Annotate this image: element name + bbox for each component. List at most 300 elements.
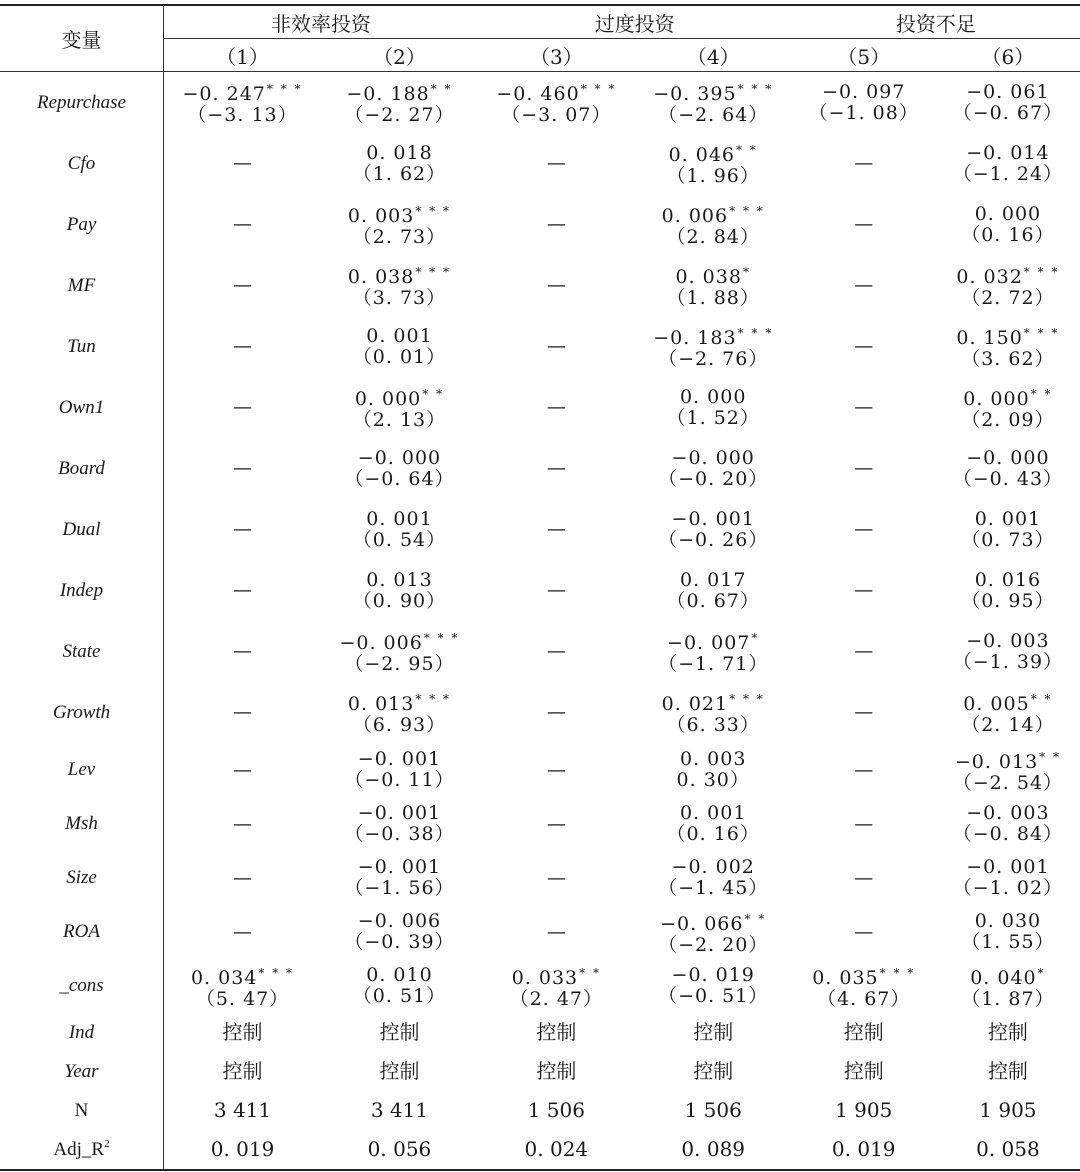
- variable-label: Size: [0, 851, 164, 905]
- coefficient: −0. 183: [653, 327, 737, 349]
- group-header-over-investment: 过度投资: [478, 5, 792, 39]
- table-cell: [936, 255, 1080, 316]
- coefficient-line: [792, 963, 936, 989]
- table-cell: [321, 851, 478, 905]
- coefficient-line: [936, 323, 1080, 349]
- significance-stars: * * *: [258, 965, 295, 980]
- t-statistic: （−0. 26）: [658, 528, 769, 551]
- column-header-5: （5）: [792, 39, 936, 72]
- t-statistic: （−2. 95）: [344, 653, 455, 675]
- table-cell: [635, 377, 792, 438]
- table-row: [0, 905, 1080, 959]
- t-statistic: （6. 33）: [666, 714, 760, 736]
- significance-stars: *: [1037, 965, 1046, 980]
- coefficient-line: [321, 509, 478, 530]
- significance-stars: * * *: [729, 692, 765, 706]
- table-cell: [936, 621, 1080, 682]
- significance-stars: * * *: [415, 204, 451, 218]
- column-header-1: （1）: [164, 39, 322, 72]
- table-cell: [792, 194, 936, 255]
- table-cell: [635, 438, 792, 499]
- control-flag: 控制: [379, 1058, 420, 1083]
- table-cell: [635, 499, 792, 560]
- table-cell: [792, 1052, 936, 1091]
- variable-label: Tun: [0, 316, 164, 377]
- coefficient: 0. 005: [963, 693, 1030, 715]
- significance-stars: * * *: [415, 692, 451, 706]
- coefficient: 0. 000: [680, 385, 747, 408]
- table-cell: [321, 621, 478, 682]
- coefficient: 0. 001: [680, 802, 747, 824]
- coefficient: −0. 000: [671, 446, 755, 469]
- t-statistic: 0. 30）: [676, 769, 750, 791]
- table-cell: [164, 194, 322, 255]
- empty-dash: —: [233, 335, 253, 357]
- t-statistic: （1. 87）: [961, 987, 1055, 1010]
- t-statistic: （−1. 71）: [658, 653, 769, 675]
- table-cell: [164, 316, 322, 377]
- coefficient: −0. 000: [966, 446, 1050, 469]
- coefficient: −0. 188: [346, 83, 430, 105]
- t-statistic: （2. 13）: [352, 409, 447, 431]
- table-cell: [936, 194, 1080, 255]
- table-cell: [164, 682, 322, 743]
- coefficient: −0. 007: [667, 632, 751, 654]
- table-row: [0, 797, 1080, 851]
- variable-label: ROA: [0, 905, 164, 959]
- table-row: [0, 959, 1080, 1013]
- significance-stars: * *: [1039, 749, 1061, 764]
- coefficient: −0. 014: [966, 141, 1050, 164]
- coefficient-line: [321, 628, 478, 654]
- table-cell: [792, 377, 936, 438]
- t-statistic: （−0. 67）: [952, 101, 1064, 124]
- table-cell: [321, 682, 478, 743]
- table-cell: [478, 499, 635, 560]
- coefficient: −0. 395: [653, 83, 737, 105]
- coefficient-line: [321, 857, 478, 878]
- t-statistic: （−2. 76）: [658, 348, 769, 370]
- empty-dash: —: [546, 335, 566, 357]
- t-statistic: （4. 67）: [817, 987, 911, 1010]
- coefficient: −0. 001: [966, 856, 1050, 878]
- coefficient-line: [936, 631, 1080, 652]
- coefficient-line: [936, 509, 1080, 530]
- t-statistic: （0. 51）: [352, 985, 447, 1007]
- empty-dash: —: [233, 213, 253, 235]
- t-statistic: （0. 54）: [352, 528, 447, 551]
- control-flag: 控制: [222, 1058, 263, 1083]
- coefficient-line: [321, 803, 478, 824]
- observation-count: 1 905: [835, 1097, 893, 1122]
- t-statistic: （−0. 38）: [344, 823, 455, 845]
- table-cell: [936, 72, 1080, 134]
- significance-stars: * *: [744, 911, 767, 926]
- empty-dash: —: [854, 518, 874, 540]
- table-cell: [478, 255, 635, 316]
- empty-dash: —: [233, 640, 253, 662]
- coefficient-line: [321, 201, 478, 227]
- coefficient: 0. 046: [668, 144, 736, 166]
- table-cell: [478, 1013, 635, 1052]
- coefficient: 0. 035: [812, 966, 879, 989]
- table-cell: [478, 851, 635, 905]
- t-statistic: （−2. 20）: [658, 933, 769, 956]
- empty-dash: —: [233, 396, 253, 418]
- column-header-6: （6）: [936, 39, 1080, 72]
- table-row: [0, 438, 1080, 499]
- empty-dash: —: [233, 812, 253, 835]
- table-cell: [635, 194, 792, 255]
- table-cell: [792, 905, 936, 959]
- table-row: [0, 499, 1080, 560]
- adj-r2-value: 0. 019: [210, 1136, 275, 1161]
- coefficient: 0. 003: [680, 748, 747, 770]
- t-statistic: （−1. 45）: [658, 877, 769, 899]
- coefficient: 0. 003: [347, 205, 415, 227]
- coefficient: −0. 001: [357, 802, 442, 824]
- coefficient-line: [164, 79, 321, 105]
- coefficient: −0. 006: [339, 632, 423, 654]
- observation-count: 1 506: [527, 1097, 585, 1122]
- control-row: [0, 1013, 1080, 1052]
- coefficient: −0. 003: [966, 629, 1050, 652]
- significance-stars: * * *: [737, 82, 774, 96]
- empty-dash: —: [546, 812, 566, 835]
- coefficient-line: [321, 570, 478, 591]
- coefficient: 0. 018: [366, 141, 433, 164]
- table-cell: [936, 1091, 1080, 1130]
- t-statistic: （0. 01）: [352, 345, 447, 368]
- t-statistic: （−1. 56）: [344, 877, 455, 899]
- coefficient: −0. 013: [954, 750, 1039, 773]
- empty-dash: —: [233, 152, 253, 174]
- table-cell: [936, 1052, 1080, 1091]
- t-statistic: （−1. 02）: [952, 877, 1064, 899]
- t-statistic: （1. 62）: [352, 162, 447, 185]
- control-flag: 控制: [536, 1019, 577, 1044]
- empty-dash: —: [546, 701, 566, 723]
- group-header-row: [0, 5, 1080, 39]
- table-cell: [936, 797, 1080, 851]
- table-cell: [321, 377, 478, 438]
- coefficient-line: [635, 79, 792, 105]
- coefficient: −0. 002: [671, 856, 755, 878]
- t-statistic: （1. 96）: [666, 165, 760, 187]
- coefficient-line: [936, 262, 1080, 288]
- coefficient: −0. 006: [357, 910, 442, 932]
- coefficient: −0. 097: [822, 80, 906, 103]
- control-flag: 控制: [987, 1019, 1028, 1044]
- adj-r2-value: 0. 024: [524, 1136, 589, 1161]
- empty-dash: —: [233, 866, 253, 889]
- group-header-inefficient-investment: 非效率投资: [164, 5, 478, 39]
- table-cell: [478, 743, 635, 797]
- empty-dash: —: [854, 152, 874, 174]
- table-cell: [321, 194, 478, 255]
- table-cell: [936, 377, 1080, 438]
- table-cell: [164, 133, 322, 194]
- variable-label: Lev: [0, 743, 164, 797]
- table-row: [0, 560, 1080, 621]
- significance-stars: * *: [1030, 692, 1053, 706]
- t-statistic: （2. 72）: [961, 287, 1055, 309]
- table-cell: [478, 797, 635, 851]
- observation-count: 1 506: [684, 1097, 742, 1122]
- table-cell: [792, 682, 936, 743]
- coefficient: 0. 001: [974, 507, 1042, 530]
- control-flag: 控制: [222, 1019, 263, 1044]
- table-cell: [321, 1091, 478, 1130]
- table-cell: [478, 1052, 635, 1091]
- table-cell: [321, 316, 478, 377]
- observations-row: [0, 1091, 1080, 1130]
- variable-label: State: [0, 621, 164, 682]
- coefficient-line: [936, 911, 1080, 932]
- empty-dash: —: [854, 457, 874, 479]
- table-cell: [635, 133, 792, 194]
- table-row: [0, 743, 1080, 797]
- table-cell: [321, 560, 478, 621]
- t-statistic: （6. 93）: [352, 714, 447, 736]
- table-cell: [792, 1130, 936, 1170]
- coefficient-line: [321, 911, 478, 932]
- coefficient-line: [936, 963, 1080, 989]
- table-row: [0, 621, 1080, 682]
- variable-label: _cons: [0, 959, 164, 1013]
- adj-r2-label: Adj_R: [53, 1139, 105, 1160]
- t-statistic: （−2. 64）: [658, 104, 769, 126]
- coefficient-line: [321, 384, 478, 410]
- control-flag: 控制: [379, 1019, 420, 1044]
- table-cell: [936, 905, 1080, 959]
- table-cell: [635, 851, 792, 905]
- table-cell: [792, 959, 936, 1013]
- table-cell: [321, 1052, 478, 1091]
- t-statistic: （2. 47）: [509, 987, 604, 1010]
- table-cell: [635, 621, 792, 682]
- coefficient: 0. 000: [354, 388, 422, 410]
- coefficient-line: [936, 448, 1080, 469]
- table-cell: [936, 316, 1080, 377]
- table-cell: [164, 797, 322, 851]
- coefficient-line: [321, 689, 478, 715]
- t-statistic: （0. 90）: [352, 589, 447, 612]
- significance-stars: * * *: [1023, 265, 1060, 279]
- t-statistic: （−1. 08）: [808, 101, 919, 124]
- table-cell: [321, 797, 478, 851]
- empty-dash: —: [233, 758, 253, 781]
- table-cell: [792, 72, 936, 134]
- variable-label: Cfo: [0, 133, 164, 194]
- table-cell: [164, 499, 322, 560]
- control-flag: 控制: [536, 1058, 577, 1083]
- t-statistic: （0. 16）: [666, 823, 760, 845]
- coefficient: −0. 061: [966, 80, 1050, 103]
- empty-dash: —: [854, 758, 874, 781]
- t-statistic: （2. 14）: [961, 714, 1055, 736]
- empty-dash: —: [233, 274, 253, 296]
- coefficient-line: [321, 965, 478, 986]
- table-cell: [164, 1052, 322, 1091]
- table-cell: [792, 133, 936, 194]
- table-cell: [635, 905, 792, 959]
- empty-dash: —: [546, 579, 566, 601]
- coefficient-line: [936, 570, 1080, 591]
- adj-r2-value: 0. 056: [367, 1136, 432, 1161]
- t-statistic: （1. 88）: [666, 287, 760, 309]
- table-cell: [936, 959, 1080, 1013]
- empty-dash: —: [854, 701, 874, 723]
- table-cell: [164, 905, 322, 959]
- table-cell: [478, 1091, 635, 1130]
- t-statistic: （−1. 39）: [952, 650, 1064, 673]
- t-statistic: （3. 73）: [352, 287, 447, 309]
- coefficient-line: [321, 79, 478, 105]
- table-row: [0, 851, 1080, 905]
- variable-label: Msh: [0, 797, 164, 851]
- group-header-under-investment: 投资不足: [792, 5, 1080, 39]
- coefficient: −0. 001: [671, 507, 755, 530]
- table-row: [0, 682, 1080, 743]
- table-cell: [936, 682, 1080, 743]
- adj-r2-value: 0. 019: [831, 1136, 896, 1161]
- coefficient: 0. 033: [511, 966, 579, 989]
- table-cell: [164, 72, 322, 134]
- coefficient-line: [635, 803, 792, 824]
- table-cell: [936, 438, 1080, 499]
- t-statistic: （−1. 24）: [952, 162, 1064, 185]
- t-statistic: （0. 67）: [666, 589, 760, 612]
- empty-dash: —: [854, 920, 874, 943]
- table-cell: [321, 1130, 478, 1170]
- coefficient: 0. 013: [347, 693, 415, 715]
- empty-dash: —: [233, 701, 253, 723]
- table-row: [0, 72, 1080, 134]
- significance-stars: * * *: [1023, 326, 1060, 340]
- table-cell: [164, 255, 322, 316]
- table-cell: [321, 133, 478, 194]
- table-row: [0, 377, 1080, 438]
- t-statistic: （5. 47）: [195, 987, 290, 1010]
- table-cell: [936, 851, 1080, 905]
- coefficient: −0. 247: [182, 83, 266, 105]
- control-flag: 控制: [693, 1019, 734, 1044]
- variable-label: N: [0, 1091, 164, 1130]
- table-cell: [792, 499, 936, 560]
- coefficient-line: [478, 963, 635, 989]
- table-cell: [792, 316, 936, 377]
- coefficient: 0. 013: [366, 568, 433, 591]
- table-cell: [635, 1091, 792, 1130]
- t-statistic: （−0. 51）: [658, 985, 769, 1007]
- empty-dash: —: [546, 758, 566, 781]
- significance-stars: * * *: [580, 82, 617, 96]
- coefficient: 0. 017: [680, 568, 747, 591]
- coefficient-line: [635, 570, 792, 591]
- coefficient: 0. 001: [366, 324, 433, 347]
- observation-count: 3 411: [370, 1097, 429, 1122]
- table-cell: [635, 1013, 792, 1052]
- table-cell: [321, 905, 478, 959]
- significance-stars: * * *: [737, 326, 774, 340]
- coefficient-line: [635, 965, 792, 986]
- empty-dash: —: [546, 866, 566, 889]
- empty-dash: —: [854, 396, 874, 418]
- t-statistic: （−2. 54）: [952, 771, 1064, 794]
- coefficient: 0. 032: [956, 266, 1023, 288]
- table-row: [0, 133, 1080, 194]
- coefficient: 0. 030: [974, 910, 1042, 932]
- significance-stars: * *: [579, 965, 601, 980]
- coefficient-line: [635, 509, 792, 530]
- variable-label: MF: [0, 255, 164, 316]
- coefficient-line: [936, 143, 1080, 164]
- observation-count: 3 411: [213, 1097, 272, 1122]
- coefficient-line: [321, 262, 478, 288]
- coefficient: −0. 000: [357, 446, 442, 469]
- significance-stars: *: [751, 631, 760, 645]
- table-cell: [164, 377, 322, 438]
- significance-stars: * *: [422, 387, 445, 401]
- variable-label: Pay: [0, 194, 164, 255]
- coefficient: 0. 038: [347, 266, 415, 288]
- adj-r2-row: [0, 1130, 1080, 1170]
- t-statistic: （−3. 07）: [501, 104, 612, 126]
- table-cell: [635, 959, 792, 1013]
- t-statistic: （2. 09）: [961, 409, 1055, 431]
- coefficient: 0. 006: [661, 205, 729, 227]
- empty-dash: —: [546, 274, 566, 296]
- coefficient-line: [635, 140, 792, 166]
- table-cell: [792, 1013, 936, 1052]
- empty-dash: —: [854, 579, 874, 601]
- table-cell: [936, 743, 1080, 797]
- coefficient-line: [164, 963, 321, 989]
- table-cell: [792, 851, 936, 905]
- coefficient-line: [936, 82, 1080, 103]
- coefficient: −0. 003: [966, 802, 1050, 824]
- table-cell: [321, 743, 478, 797]
- table-cell: [635, 743, 792, 797]
- table-cell: [478, 377, 635, 438]
- table-row: [0, 194, 1080, 255]
- table-cell: [321, 438, 478, 499]
- variable-label: Board: [0, 438, 164, 499]
- table-cell: [478, 1130, 635, 1170]
- significance-stars: * *: [736, 143, 758, 157]
- coefficient: 0. 010: [366, 964, 433, 986]
- variable-label: Year: [0, 1052, 164, 1091]
- t-statistic: （−0. 20）: [658, 467, 769, 490]
- empty-dash: —: [546, 920, 566, 943]
- coefficient-line: [792, 82, 936, 103]
- coefficient-line: [321, 143, 478, 164]
- table-cell: [478, 194, 635, 255]
- table-row: [0, 316, 1080, 377]
- table-cell: [936, 1130, 1080, 1170]
- empty-dash: —: [546, 396, 566, 418]
- table-cell: [321, 959, 478, 1013]
- table-cell: [478, 72, 635, 134]
- table-cell: [635, 255, 792, 316]
- table-cell: [164, 560, 322, 621]
- coefficient: 0. 034: [190, 966, 258, 989]
- table-cell: [635, 797, 792, 851]
- table-cell: [635, 560, 792, 621]
- table-cell: [936, 560, 1080, 621]
- coefficient: −0. 001: [357, 748, 442, 770]
